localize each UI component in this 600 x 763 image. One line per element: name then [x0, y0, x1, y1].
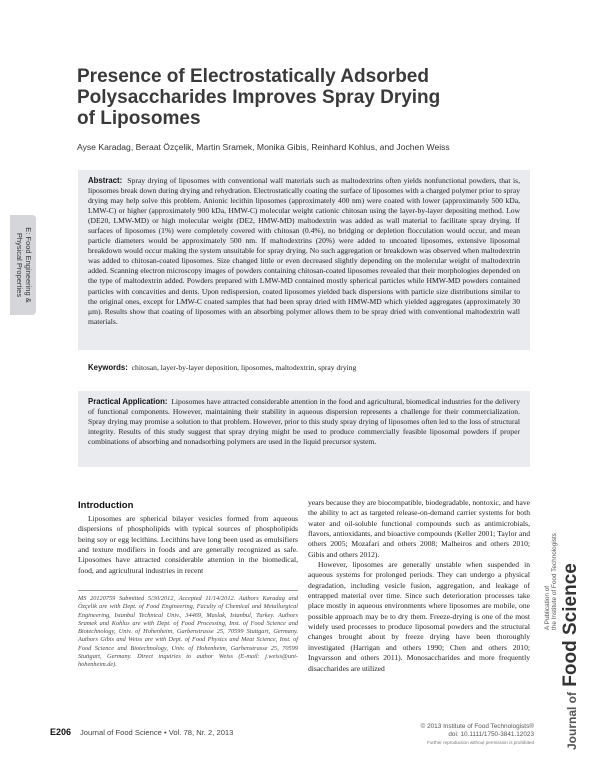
journal-logo-vertical — [540, 470, 588, 750]
logo-food-science: Food Science — [560, 563, 581, 687]
footnote: MS 20120759 Submitted 5/30/2012, Accepted 11/14/2012. Authors Karadag and Özçelik are with Dept. of Food Engineering, Faculty of Chemical and Metallurgical Engineering, Istanbul Technical Univ., 34469, Maslak, Istanbul, Turkey. Authors Sramek and Kohlus are with Dept. of Food Processing, Inst. of Food Science and Biotechnology, Univ. of Hohenheim, Garbenstrasse 25, 70599 Stuttgart, Germany. Authors Gibis and Weiss are with Dept. of Food Physics and Meat Science, Inst. of Food Science and Biotechnology, Univ. of Hohenheim, Garbenstrasse 25, 70599 Stuttgart, Germany. Direct inquiries to author Weiss (E-mail: j.weiss@uni-hohenheim.de). — [78, 595, 298, 669]
section-tab-label — [10, 215, 36, 315]
journal-citation: Journal of Food Science • Vol. 78, Nr. 2, 2013 — [80, 728, 234, 737]
practical-application-body — [78, 391, 530, 447]
author-list: Ayse Karadag, Beraat Özçelik, Martin Sramek, Monika Gibis, Reinhard Kohlus, and Jochen Weiss — [77, 142, 450, 152]
page-number: E206 — [50, 727, 72, 737]
introduction-heading: Introduction — [78, 500, 134, 511]
footnote-divider — [78, 590, 298, 591]
practical-application-box — [78, 391, 530, 467]
title-line-2: Polysaccharides Improves Spray Drying — [77, 87, 441, 108]
practical-application-label: Practical Application: — [88, 397, 168, 406]
doi: doi: 10.1111/1750-3841.12023 — [448, 731, 534, 739]
intro-paragraph-1: Liposomes are spherical bilayer vesicles formed from aqueous dispersions of phospholipids with typical sources of phospholipids being soy or egg lecithins. Lecithins have long been used as emulsifiers and texture modifiers in foods and are generally recognized as safe. Liposomes have attracted considerable attention in the biomedical, food, and agricultural industries in recent — [78, 514, 298, 575]
section-tab-line-2: Physical Properties — [15, 232, 25, 298]
footer-right — [340, 723, 534, 748]
journal-logo-wordmark — [560, 563, 582, 750]
keywords — [88, 363, 518, 372]
section-tab — [10, 215, 36, 315]
section-tab-line-1: E: Food Engineering & — [24, 227, 33, 303]
abstract-label: Abstract: — [88, 176, 123, 185]
logo-publisher-line-1: A Publication of — [544, 585, 551, 630]
abstract-body — [78, 170, 530, 327]
abstract-box — [78, 170, 530, 350]
reproduction-notice: Further reproduction without permission is prohibited — [427, 740, 534, 746]
intro-paragraph-3: However, liposomes are generally unstable when suspended in aqueous systems for prolonged periods. They can undergo a physical degradation, including vesicle fusion, aggregation, and leakage of entrapped material over time. Since such deterioration processes take place mostly in aqueous environments where liposomes are mobile, one possible approach may be to dry them. Freeze-drying is one of the most widely used processes to produce liposomal powders and the structural changes brought about by freeze drying have been thoroughly investigated (Harrigan and others 1990; Chen and others 2010; Ingvarsson and others 2011). Monosaccharides and more frequently disaccharides are utilized — [308, 560, 530, 673]
intro-paragraph-2: years because they are biocompatible, biodegradable, nontoxic, and have the ability to act as targeted release-on-demand carrier systems for both water and oil-soluble functional compounds such as antimicrobials, flavors, antioxidants, and bioactive compounds (Keller 2001; Taylor and others 2005; Mozafari and others 2008; Malheiros and others 2010; Gibis and others 2012). — [308, 498, 530, 559]
article-title — [77, 66, 497, 129]
column-left — [78, 514, 298, 576]
title-line-1: Presence of Electrostatically Adsorbed — [77, 66, 429, 87]
logo-publisher — [544, 533, 559, 630]
logo-publisher-line-2: the Institute of Food Technologists — [551, 533, 559, 630]
title-line-3: of Liposomes — [77, 108, 201, 129]
column-right — [308, 498, 530, 674]
logo-journal-of: Journal of — [565, 691, 579, 750]
abstract-text: Spray drying of liposomes with conventional wall materials such as maltodextrins often yields nonfunctional powders, that is, liposomes break down during drying and rehydration. Electrostatically coating the surface of liposomes with a charged polymer prior to spray drying may help solve this problem. Anionic lecithin liposomes (approximately 400 nm) were coated with lower (approximately 500 kDa, LMW-C) or higher (approximately 900 kDa, HMW-C) molecular weight cationic chitosan using the layer-by-layer depositing method. Low (DE20, LMW-MD) or high molecular weight (DE2, HMW-MD) maltodextrin was added as wall material to facilitate spray drying. If surfaces of liposomes (1%) were completely covered with chitosan (0.4%), no bridging or depletion flocculation would occur, and mean particle diameters would be approximately 500 nm. If maltodextrins (20%) were added to uncoated liposomes, extensive liposomal breakdown would occur making the system unsuitable for spray drying. No such aggregation or breakdown was observed when maltodextrin was added to chitosan-coated liposomes. Size changed little or even decreased slightly depending on the molecular weight of maltodextrin added. Scanning electron microscopy images of powders containing chitosan-coated liposomes revealed that their morphologies depended on the type of maltodextrin added. Powders prepared with LMW-MD contained mostly spherical particles while HMW-MD powders contained particles with concavities and dents. Upon redispersion, coated liposomes yielded back dispersions with particle size distributions similar to the original ones, except for LMW-C coated samples that had been spray dried with HMW-MD which yielded aggregates (approximately 30 μm). Results show that coating of liposomes with an absorbing polymer allows them to be spray dried with conventional maltodextrin wall materials. — [88, 176, 520, 326]
journal-logo — [540, 470, 588, 750]
copyright: © 2013 Institute of Food Technologists® — [420, 723, 534, 730]
practical-application-text: Liposomes have attracted considerable attention in the food and agricultural, biomedical industries for the delivery of functional components. However, maintaining their stability in aqueous dispersion represents a challenge for their commercialization. Spray drying may promise a solution to that problem. However, prior to this study spray drying of liposomes often led to the loss of structural integrity. Results of this study suggest that spray drying might be used to produce commercially feasible liposomal powders if proper combinations of absorbing and nonadsorbing polymers are used in the liquid precursor system. — [88, 397, 520, 447]
keywords-text: chitosan, layer-by-layer deposition, liposomes, maltodextrin, spray drying — [131, 363, 357, 372]
keywords-label: Keywords: — [88, 363, 128, 372]
